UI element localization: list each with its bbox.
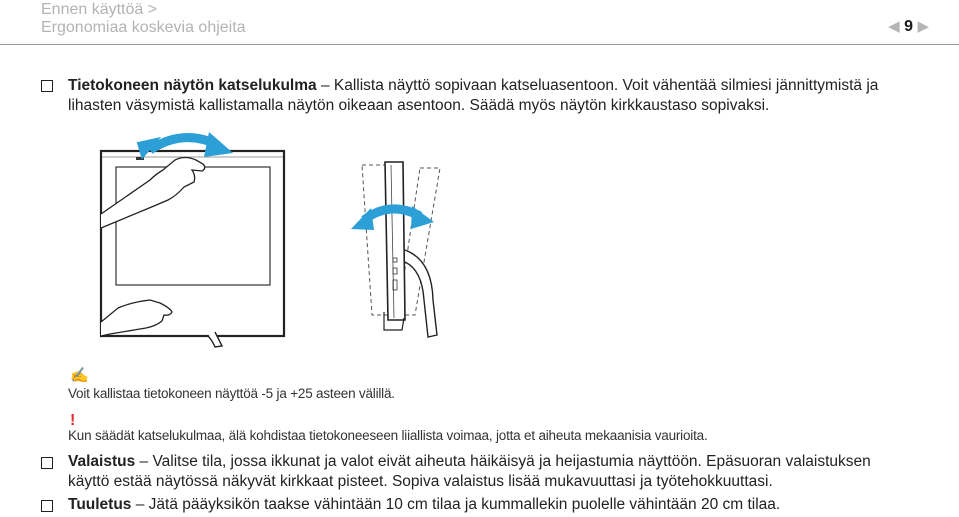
checkbox-bullet-icon <box>41 500 53 512</box>
breadcrumb-parent[interactable]: Ennen käyttöä > <box>41 1 158 18</box>
item-text: – Jätä pääyksikön taakse vähintään 10 cm tilaa ja kummallekin puolelle vähintään 20 cm tilaa. <box>131 496 781 513</box>
next-page-icon[interactable]: ▶ <box>917 18 929 35</box>
item-term: Tietokoneen näytön katselukulma <box>68 77 317 94</box>
item-text: – Valitse tila, jossa ikkunat ja valot eivät aiheuta häikäisyä ja heijastumia näyttöön. Epäsuoran valaistuksen <box>135 453 871 470</box>
monitor-front-illustration <box>100 132 284 347</box>
item-term: Tuuletus <box>68 496 132 513</box>
item-text: käyttö estää näytössä näkyvät kirkkaat pisteet. Sopiva valaistus lisää mukavuuttasi ja työtehokkuuttasi. <box>68 473 773 490</box>
item-text: lihasten väsymistä kallistamalla näytön oikeaan asentoon. Säädä myös näytön kirkkaustaso sopivaksi. <box>68 97 770 114</box>
page-number: 9 <box>904 18 913 35</box>
note-text: Voit kallistaa tietokoneen näyttöä -5 ja +25 asteen välillä. <box>68 386 395 401</box>
item-text: – Kallista näyttö sopivaan katseluasentoon. Voit vähentää silmiesi jännittymistä ja <box>316 77 879 94</box>
breadcrumb-current: Ergonomiaa koskevia ohjeita <box>41 19 246 36</box>
item-ventilation <box>68 495 780 515</box>
item-lighting <box>68 452 871 492</box>
warning-text: Kun säädät katselukulmaa, älä kohdistaa tietokoneeseen liiallista voimaa, jotta et aiheuta mekaanisia vaurioita. <box>68 428 708 443</box>
monitor-side-illustration <box>351 162 440 337</box>
item-term: Valaistus <box>68 453 136 470</box>
exclamation-icon: ! <box>70 412 76 429</box>
prev-page-icon[interactable]: ◀ <box>888 18 900 35</box>
checkbox-bullet-icon <box>41 457 53 469</box>
pencil-note-icon: ✍ <box>70 367 89 384</box>
